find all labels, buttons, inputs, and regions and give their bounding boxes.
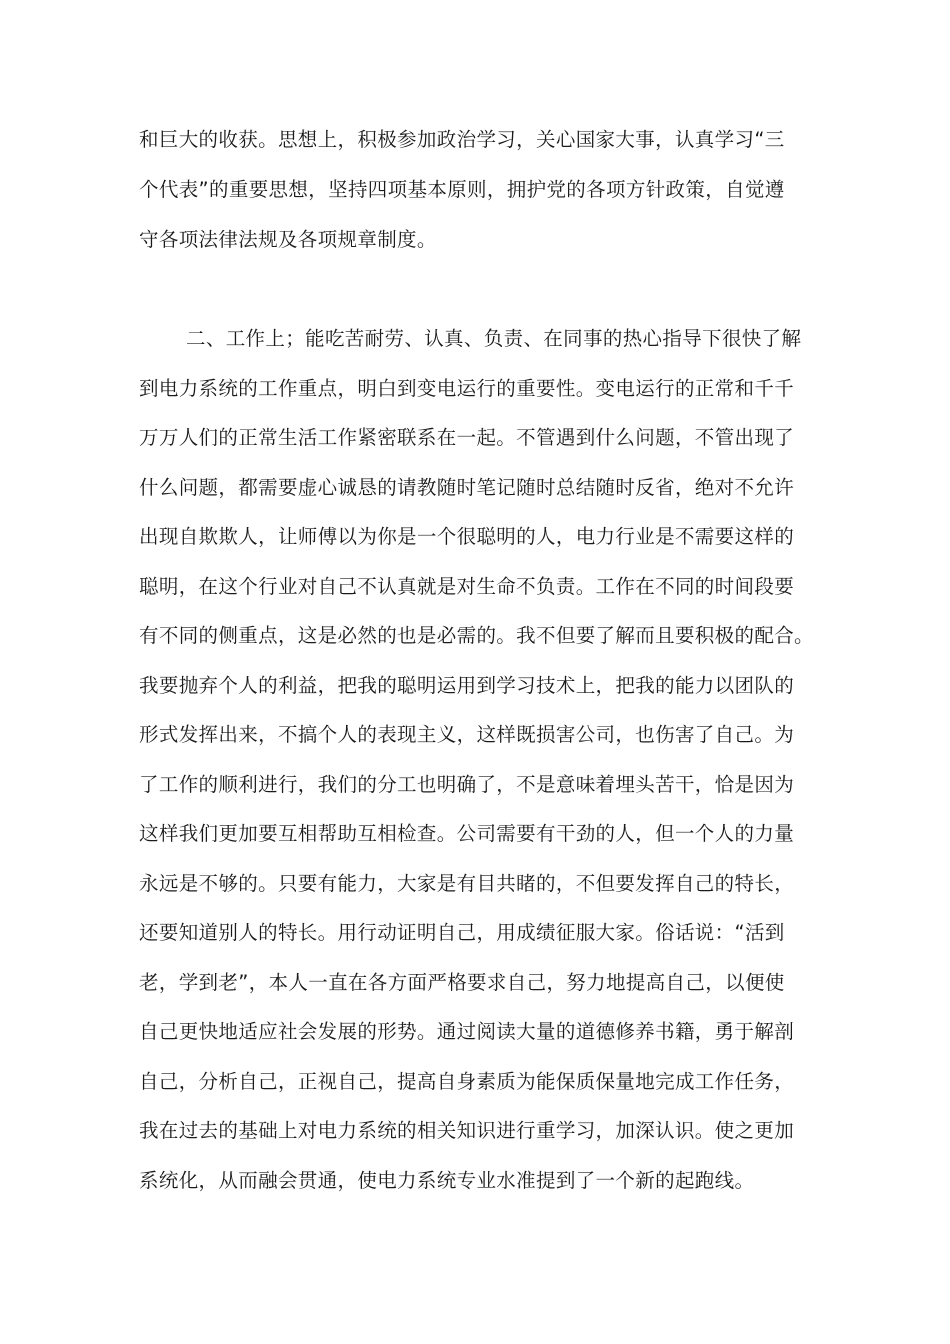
paragraph-line: 这样我们更加要互相帮助互相检查。公司需要有干劲的人，但一个人的力量 xyxy=(139,822,795,845)
paragraph-line: 什么问题，都需要虚心诚恳的请教随时笔记随时总结随时反省，绝对不允许 xyxy=(139,476,795,499)
paragraph-line: 系统化，从而融会贯通，使电力系统专业水准提到了一个新的起跑线。 xyxy=(139,1169,755,1192)
paragraph-line: 我在过去的基础上对电力系统的相关知识进行重学习，加深认识。使之更加 xyxy=(139,1119,795,1142)
paragraph-line: 自己，分析自己，正视自己，提高自身素质为能保质保量地完成工作任务， xyxy=(139,1070,795,1093)
paragraph-line: 自己更快地适应社会发展的形势。通过阅读大量的道德修养书籍，勇于解剖 xyxy=(139,1020,795,1043)
paragraph-line: 个代表”的重要思想，坚持四项基本原则，拥护党的各项方针政策，自觉遵 xyxy=(139,178,785,201)
paragraph-line: 二、工作上；能吃苦耐劳、认真、负责、在同事的热心指导下很快了解 xyxy=(186,327,802,350)
paragraph-line: 万万人们的正常生活工作紧密联系在一起。不管遇到什么问题，不管出现了 xyxy=(139,426,795,449)
paragraph-line: 形式发挥出来，不搞个人的表现主义，这样既损害公司，也伤害了自己。为 xyxy=(139,723,795,746)
paragraph-line: 了工作的顺利进行，我们的分工也明确了，不是意味着埋头苦干，恰是因为 xyxy=(139,773,795,796)
paragraph-line: 老，学到老”，本人一直在各方面严格要求自己，努力地提高自己，以便使 xyxy=(139,971,785,994)
paragraph-line: 出现自欺欺人，让师傅以为你是一个很聪明的人，电力行业是不需要这样的 xyxy=(139,525,795,548)
paragraph-line: 到电力系统的工作重点，明白到变电运行的重要性。变电运行的正常和千千 xyxy=(139,377,795,400)
paragraph-line: 有不同的侧重点，这是必然的也是必需的。我不但要了解而且要积极的配合。 xyxy=(139,624,814,647)
paragraph-line: 守各项法律法规及各项规章制度。 xyxy=(139,228,437,251)
paragraph-line: 和巨大的收获。思想上，积极参加政治学习，关心国家大事，认真学习“三 xyxy=(139,128,785,151)
paragraph-line: 还要知道别人的特长。用行动证明自己，用成绩征服大家。俗话说：“活到 xyxy=(139,921,785,944)
paragraph-line: 我要抛弃个人的利益，把我的聪明运用到学习技术上，把我的能力以团队的 xyxy=(139,674,795,697)
paragraph-line: 永远是不够的。只要有能力，大家是有目共睹的，不但要发挥自己的特长， xyxy=(139,872,795,895)
paragraph-line: 聪明，在这个行业对自己不认真就是对生命不负责。工作在不同的时间段要 xyxy=(139,575,795,598)
